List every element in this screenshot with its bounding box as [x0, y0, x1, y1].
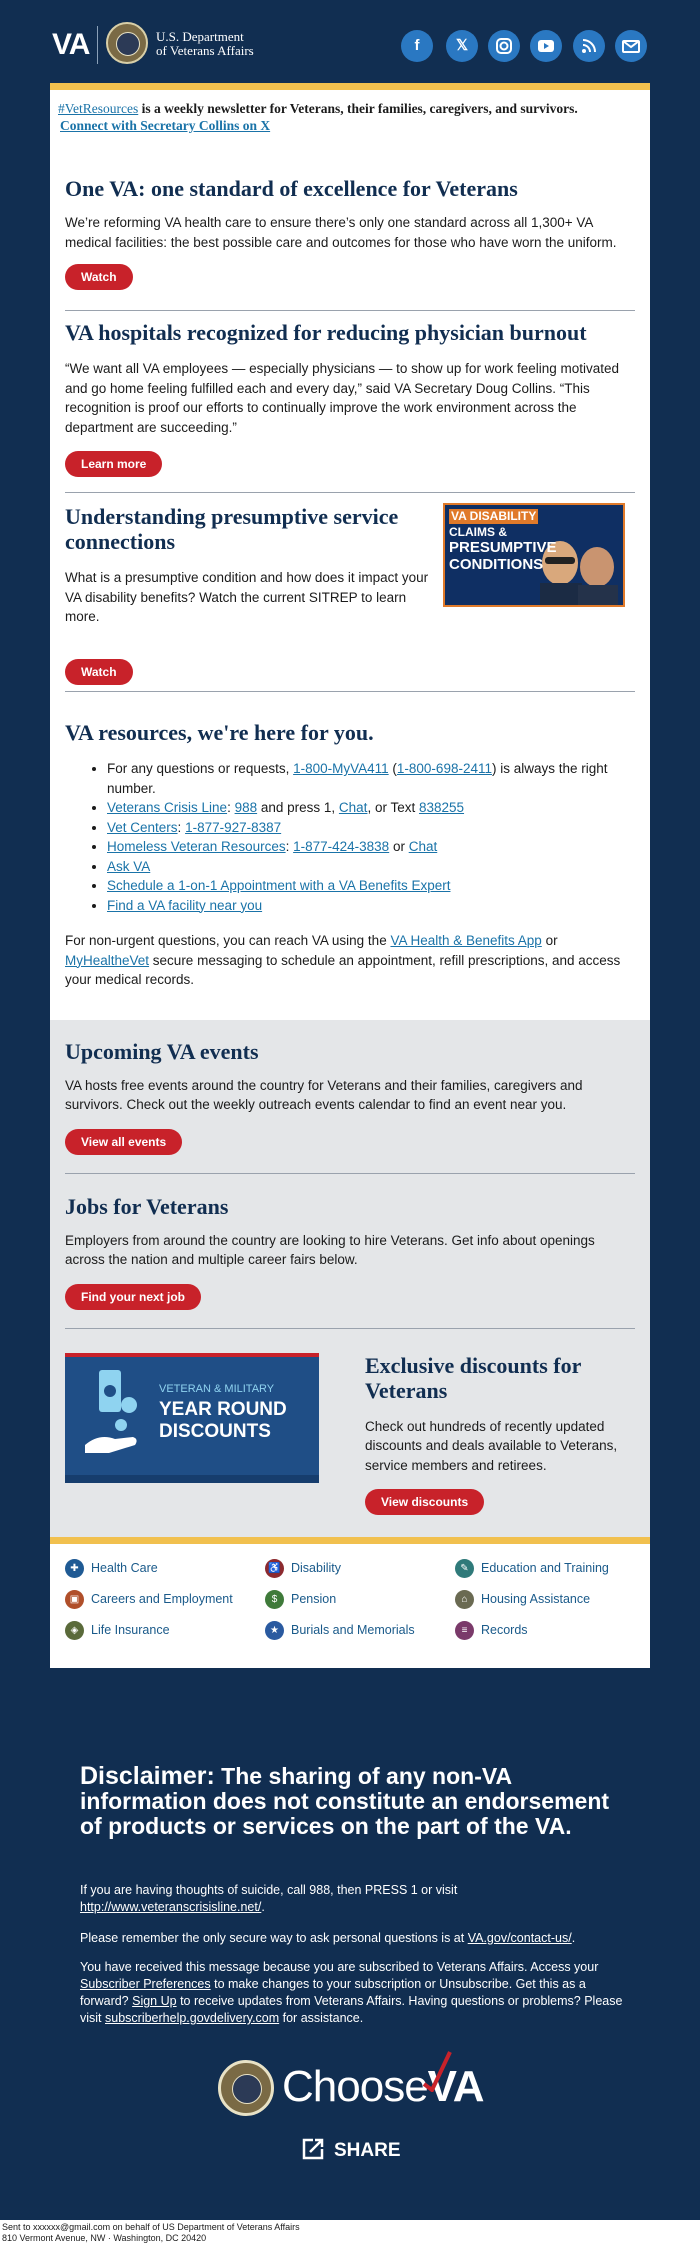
schedule-appointment-link[interactable]: Schedule a 1-on-1 Appointment with a VA Benefits Expert [107, 878, 451, 893]
find-facility-link[interactable]: Find a VA facility near you [107, 897, 263, 913]
text: : [227, 800, 235, 815]
crisis-line-link[interactable]: Veterans Crisis Line [107, 800, 228, 815]
phone-link[interactable]: 1-800-698-2411 [396, 761, 492, 776]
hub-label: Burials and Memorials [291, 1622, 415, 1637]
logo-divider [97, 26, 98, 64]
choose-text: Choose [282, 2062, 428, 2111]
hub-label: Life Insurance [91, 1622, 170, 1637]
list-item [107, 857, 635, 877]
hub-label: Education and Training [481, 1560, 609, 1575]
benefits-hub [50, 1544, 650, 1668]
disclaimer-label: Disclaimer: [80, 1762, 215, 1790]
department-name[interactable] [156, 30, 254, 58]
share-label: SHARE [334, 2140, 401, 2161]
section-title: Understanding presumptive service connections [65, 504, 399, 554]
find-job-button[interactable]: Find your next job [65, 1284, 201, 1310]
text: and press 1, [257, 800, 339, 815]
intro-block [50, 90, 650, 142]
subscriber-preferences-link[interactable]: Subscriber Preferences [80, 1977, 211, 1991]
hub-label: Housing Assistance [481, 1591, 591, 1606]
health-care-icon: ✚ [65, 1559, 84, 1578]
va-seal-icon [106, 22, 148, 64]
hub-link-pension[interactable] [265, 1589, 337, 1609]
text: or [541, 933, 558, 948]
text: or [389, 839, 409, 854]
discounts-text [365, 1353, 635, 1516]
text: secure messaging to schedule an appointment, refill prescriptions, and access your medical records. [65, 952, 621, 987]
list-item [107, 759, 635, 798]
housing-icon: ⌂ [455, 1590, 474, 1609]
instagram-icon[interactable] [488, 30, 520, 62]
thumb-line: CLAIMS & [449, 525, 507, 539]
hub-label: Records [481, 1622, 528, 1637]
rss-icon[interactable] [573, 30, 605, 62]
text: , or Text [367, 800, 419, 815]
sign-up-link[interactable]: Sign Up [132, 1994, 177, 2008]
hub-link-careers[interactable] [65, 1589, 233, 1609]
text: Please remember the only secure way to ask personal questions is at [80, 1931, 468, 1945]
text: You have received this message because you are subscribed to Veterans Affairs. Access your [80, 1960, 599, 1974]
share-icon [300, 2136, 326, 2162]
crisisline-url-link[interactable]: http://www.veteranscrisisline.net/ [80, 1900, 262, 1914]
section-title: VA resources, we're here for you. [65, 720, 374, 745]
hub-link-education[interactable] [455, 1558, 609, 1578]
text: ) is always the right number. [107, 761, 608, 796]
footer [0, 2220, 700, 2264]
gold-top-bar [50, 83, 650, 90]
text: : [285, 839, 294, 854]
learn-more-button[interactable]: Learn more [65, 451, 162, 477]
x-icon[interactable]: 𝕏 [446, 30, 478, 62]
health-benefits-app-link[interactable]: VA Health & Benefits App [390, 933, 542, 948]
section-hospitals [50, 311, 650, 477]
youtube-icon[interactable] [530, 30, 562, 62]
grey-section [50, 1020, 650, 1537]
hub-link-life-insurance[interactable] [65, 1620, 170, 1640]
section-body: Employers from around the country are looking to hire Veterans. Get info about openings across the nation and multiple career fairs below. [65, 1232, 595, 1267]
section-jobs [50, 1174, 650, 1310]
promo-line-1: VETERAN & MILITARY [159, 1382, 275, 1395]
disability-icon: ♿ [265, 1559, 284, 1578]
records-icon: ≡ [455, 1621, 474, 1640]
address-line: 810 Vermont Avenue, NW · Washington, DC 20420 [2, 2233, 207, 2243]
suicide-note [80, 1882, 625, 1916]
vetresources-hashtag-link[interactable]: #VetResources [58, 101, 139, 116]
hub-link-burials[interactable] [265, 1620, 415, 1640]
gold-bar [50, 1537, 650, 1544]
section-title: Upcoming VA events [65, 1038, 259, 1064]
list-item [107, 837, 635, 857]
resources-list [65, 759, 635, 915]
discounts-promo-image[interactable] [65, 1353, 319, 1483]
sent-to-line: Sent to xxxxxx@gmail.com on behalf of US Department of Veterans Affairs [2, 2222, 300, 2232]
section-title: Jobs for Veterans [65, 1193, 229, 1219]
text: ( [388, 761, 397, 776]
hub-label: Disability [291, 1560, 342, 1575]
text: For non-urgent questions, you can reach VA using the [65, 933, 391, 948]
facebook-icon[interactable]: f [401, 30, 433, 62]
hub-link-health-care[interactable] [65, 1558, 158, 1578]
hub-label: Health Care [91, 1560, 158, 1575]
myhealthevet-link[interactable]: MyHealtheVet [65, 952, 150, 968]
thumb-line: VA DISABILITY [451, 509, 537, 523]
view-discounts-button[interactable]: View discounts [365, 1489, 484, 1515]
non-urgent-text [65, 931, 635, 990]
list-item [107, 896, 635, 916]
vet-centers-phone-link[interactable]: 1-877-927-8387 [185, 819, 282, 835]
life-insurance-icon: ◈ [65, 1621, 84, 1640]
homeless-phone-link[interactable]: 1-877-424-3838 [293, 839, 390, 854]
promo-line-2: YEAR ROUND [159, 1398, 287, 1420]
crisis-988-link[interactable]: 988 [234, 800, 258, 815]
section-body: VA hosts free events around the country for Veterans and their families, caregivers and survivors. Check out the weekly outreach events calendar to find an event near you. [65, 1077, 583, 1112]
text: : [177, 819, 186, 835]
myva411-link[interactable]: 1-800-MyVA411 [293, 761, 389, 776]
dept-line-1: U.S. Department [156, 29, 244, 44]
pension-icon: $ [265, 1590, 284, 1609]
thumb-line: CONDITIONS [449, 556, 544, 573]
view-all-events-button[interactable]: View all events [65, 1129, 182, 1155]
watch-button[interactable]: Watch [65, 659, 133, 685]
hub-link-disability[interactable] [265, 1558, 342, 1578]
text: . [571, 1931, 576, 1945]
education-icon: ✎ [455, 1559, 474, 1578]
crisis-text-link[interactable]: 838255 [418, 800, 465, 815]
va-seal-icon [218, 2060, 274, 2116]
hub-link-records[interactable] [455, 1620, 528, 1640]
ask-va-link[interactable]: Ask VA [107, 858, 151, 874]
section-body: We’re reforming VA health care to ensure there’s only one standard across all 1,300+ VA medical facilities: the best possible care and outcomes for those who have worn the uniform. [65, 215, 617, 250]
disclaimer-text: The sharing of any non-VA information does not constitute an endorsement of products or services on the part of the VA. [80, 1763, 610, 1839]
text: . [261, 1900, 265, 1914]
hub-label: Careers and Employment [91, 1591, 233, 1606]
hub-link-housing[interactable] [455, 1589, 591, 1609]
promo-line-3: DISCOUNTS [159, 1420, 271, 1442]
crisis-chat-link[interactable]: Chat [338, 800, 368, 815]
section-body: Check out hundreds of recently updated discounts and deals available to Veterans, service members and retirees. [365, 1418, 618, 1473]
list-item [107, 876, 635, 896]
section-one-va [50, 142, 650, 290]
va-logo[interactable]: VA [52, 28, 90, 61]
text: For any questions or requests, [107, 761, 294, 776]
contact-us-link[interactable]: VA.gov/contact-us/ [467, 1931, 572, 1945]
section-body: “We want all VA employees — especially physicians — to show up for work feeling motivated and go home feeling fulfilled each and every day,” said VA Secretary Doug Collins. “This recognition is proof our efforts to continually improve the work environment across the department are succeeding.” [65, 361, 620, 435]
disclaimer-heading [80, 1764, 625, 1839]
choose-va-logo[interactable] [282, 2061, 484, 2113]
list-item [107, 818, 635, 838]
burials-icon: ★ [265, 1621, 284, 1640]
text: to make changes to your subscription or Unsubscribe. Get this as a forward? [80, 1977, 586, 2008]
section-presumptive [50, 493, 650, 691]
vet-centers-link[interactable]: Vet Centers [107, 819, 178, 835]
subscription-note [80, 1959, 625, 2027]
watch-button[interactable]: Watch [65, 264, 133, 290]
subscriber-help-link[interactable]: subscriberhelp.govdelivery.com [105, 2011, 280, 2025]
homeless-resources-link[interactable]: Homeless Veteran Resources [107, 839, 286, 854]
text: for assistance. [279, 2011, 364, 2025]
section-events [50, 1020, 650, 1155]
thumb-line: PRESUMPTIVE [449, 539, 557, 556]
connect-collins-link[interactable]: Connect with Secretary Collins on X [60, 118, 271, 133]
text: If you are having thoughts of suicide, call 988, then PRESS 1 or visit [80, 1883, 458, 1897]
section-discounts [50, 1329, 650, 1537]
section-resources [50, 692, 650, 990]
dept-line-2: of Veterans Affairs [156, 43, 254, 58]
section-title: VA hospitals recognized for reducing physician burnout [65, 320, 587, 345]
va-text: VA [427, 2062, 484, 2111]
secure-note [80, 1930, 625, 1947]
email-icon[interactable] [615, 30, 647, 62]
section-title: One VA: one standard of excellence for Veterans [65, 176, 518, 201]
section-title: Exclusive discounts for Veterans [365, 1352, 581, 1403]
intro-text: is a weekly newsletter for Veterans, their families, caregivers, and survivors. [138, 101, 578, 116]
list-item [107, 798, 635, 818]
section-body: What is a presumptive condition and how does it impact your VA disability benefits? Watch the current SITREP to learn more. [65, 570, 429, 624]
checkmark-icon [422, 2050, 452, 2092]
hub-label: Pension [291, 1591, 337, 1606]
careers-icon: ▣ [65, 1590, 84, 1609]
sitrep-video-thumbnail[interactable] [443, 503, 625, 607]
homeless-chat-link[interactable]: Chat [408, 839, 438, 854]
text: to receive updates from Veterans Affairs. Having questions or problems? Please visit [80, 1994, 623, 2025]
email-header [0, 0, 700, 86]
newsletter-card [50, 83, 650, 1668]
